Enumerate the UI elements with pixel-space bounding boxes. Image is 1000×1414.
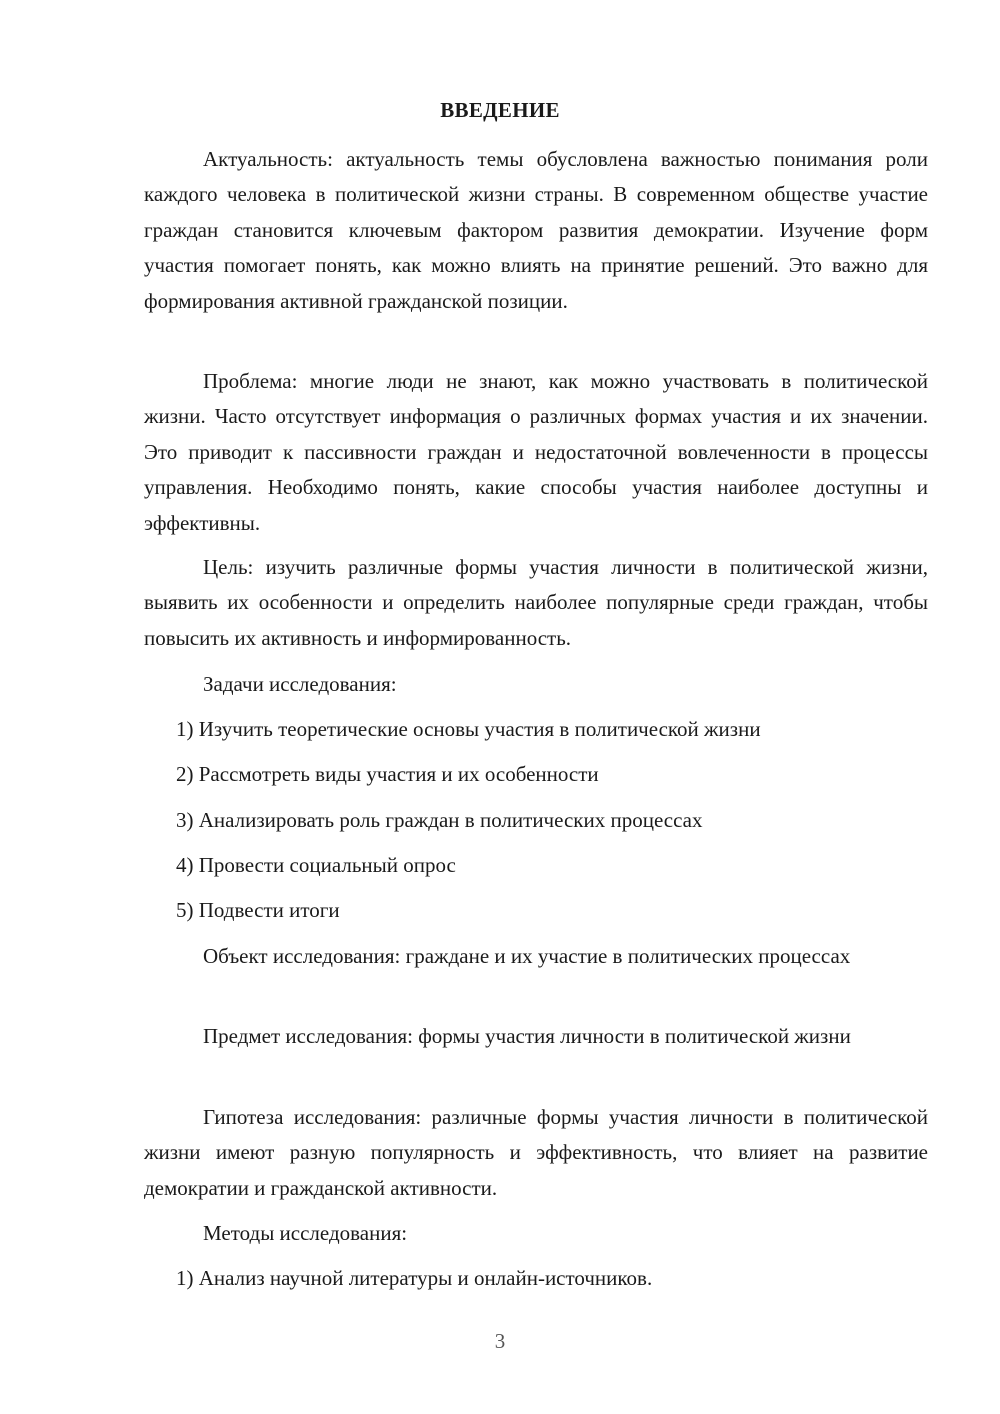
tasks-heading: Задачи исследования: — [203, 672, 397, 696]
problem-paragraph: Проблема: многие люди не знают, как можно участвовать в политической жизни. Часто отсутствует информация о различных формах участия и их значении. Это приводит к пассивности граждан и недостаточной вовлеченности в процессы управления. Необходимо понять, какие способы участия наиболее доступны и эффективны. — [144, 369, 928, 535]
list-item-task-2: 2) Рассмотреть виды участия и их особенности — [176, 762, 599, 786]
subject-paragraph: Предмет исследования: формы участия личности в политической жизни — [203, 1024, 851, 1048]
goal-paragraph: Цель: изучить различные формы участия личности в политической жизни, выявить их особенности и определить наиболее популярные среди граждан, чтобы повысить их активность и информированность. — [144, 555, 928, 650]
relevance-paragraph: Актуальность: актуальность темы обусловлена важностью понимания роли каждого человека в политической жизни страны. В современном обществе участие граждан становится ключевым фактором развития демократии. Изучение форм участия помогает понять, как можно влиять на принятие решений. Это важно для формирования активной гражданской позиции. — [144, 147, 928, 313]
list-item-method-1: 1) Анализ научной литературы и онлайн-источников. — [176, 1266, 653, 1290]
list-item-task-1: 1) Изучить теоретические основы участия в политической жизни — [176, 717, 761, 741]
list-item-task-3: 3) Анализировать роль граждан в политических процессах — [176, 808, 703, 832]
page-number: 3 — [494, 1329, 506, 1353]
page-title: ВВЕДЕНИЕ — [440, 98, 560, 122]
object-paragraph: Объект исследования: граждане и их участие в политических процессах — [203, 944, 851, 968]
methods-heading: Методы исследования: — [203, 1221, 408, 1245]
list-item-task-5: 5) Подвести итоги — [176, 898, 340, 922]
hypothesis-paragraph: Гипотеза исследования: различные формы участия личности в политической жизни имеют разную популярность и эффективность, что влияет на развитие демократии и гражданской активности. — [144, 1105, 928, 1200]
list-item-task-4: 4) Провести социальный опрос — [176, 853, 456, 877]
